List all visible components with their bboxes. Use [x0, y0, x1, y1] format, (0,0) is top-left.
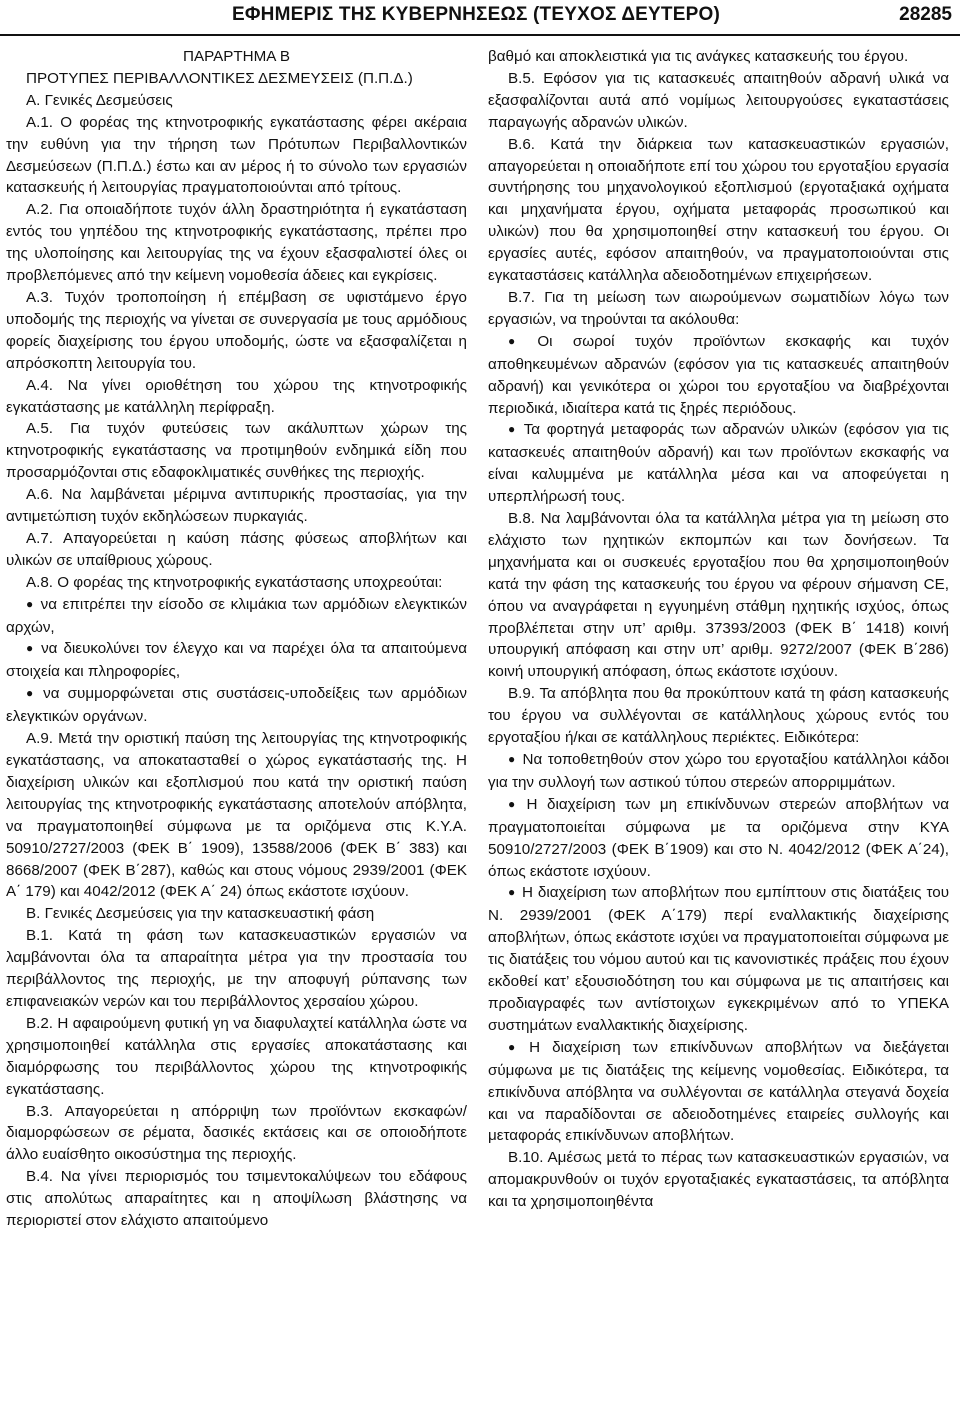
paragraph: Α. Γενικές Δεσμεύσεις — [26, 91, 173, 109]
paragraph: Β.7. Για τη μείωση των αιωρούμενων σωματιδίων λόγω των εργασιών, να τηρούνται τα ακόλουθα: — [488, 288, 949, 328]
paragraph: Α.3. Τυχόν τροποποίηση ή επέμβαση σε υφιστάμενο έργο υποδομής της περιοχής να γίνεται σε συνεργασία με τους αρμόδιους φορείς διαχείρισης του έργου υποδομής, ώστε να εξασφαλίζεται η απρόσκοπτη λειτουργία του. — [6, 288, 467, 372]
paragraph: Β.9. Τα απόβλητα που θα προκύπτουν κατά τη φάση κατασκευής του έργου να συλλέγονται σε κατάλληλους χώρους εντός του εργοταξίου ή/και σε κατάλληλους περιέκτες. Ειδικότερα: — [488, 685, 949, 747]
bullet-item: ● Οι σωροί τυχόν προϊόντων εκσκαφής και τυχόν αποθηκευμένων αδρανών (εφόσον για τις κατασκευές απαιτηθούν αδρανή) και γενικότερα οι χώροι του εργοταξίου να διαβρέχονται περιοδικά, ιδιαίτερα κατά τις ξηρές περιόδους. — [488, 331, 949, 420]
paragraph: Α.6. Να λαμβάνεται μέριμνα αντιπυρικής προστασίας, για την αντιμετώπιση τυχόν εκδηλώσεων πυρκαγιάς. — [6, 486, 467, 526]
paragraph: Α.8. Ο φορέας της κτηνοτροφικής εγκατάστασης υποχρεούται: — [26, 573, 443, 591]
bullet-item: ● Τα φορτηγά μεταφοράς των αδρανών υλικών (εφόσον για τις κατασκευές απαιτηθούν αδρανή) και των προϊόντων εκσκαφής να είναι καλυμμένα με κατάλληλα μέσα και να αποφεύγεται η υπερπλήρωσή τους. — [488, 419, 949, 508]
bullet-item: ● Η διαχείριση των αποβλήτων που εμπίπτουν στις διατάξεις του Ν. 2939/2001 (ΦΕΚ Α΄179) περί εναλλακτικής διαχείρισης αποβλήτων, όπως εκάστοτε ισχύει να πραγματοποιείται σύμφωνα με τις διατάξεις του νόμου αυτού και τις κανονιστικές πράξεις που έχουν εκδοθεί κατ’ εξουσιοδότηση του και σύμφωνα με τις απαιτήσεις και προδιαγραφές των αντίστοιχων εγκεκριμένων από το ΥΠΕΚΑ συστημάτων εναλλακτικής διαχείρισης. — [488, 882, 949, 1036]
bullet-item: ● να επιτρέπει την είσοδο σε κλιμάκια των αρμόδιων ελεγκτικών αρχών, — [6, 594, 467, 639]
bullet-item: ● να διευκολύνει τον έλεγχο και να παρέχει όλα τα απαιτούμενα στοιχεία και πληροφορίες, — [6, 638, 467, 683]
paragraph: Β.6. Κατά την διάρκεια των κατασκευαστικών εργασιών, απαγορεύεται η οποιαδήποτε επί του χώρου του εργοταξίου εργασία συντήρησης του μηχανολογικού εξοπλισμού (εργοταξιακά οχήματα και μηχανήματα έργου, οχήματα μεταφοράς προσωπικού και υλικών) που θα χρησιμοποιηθεί στην κατασκευή του έργου. Οι εργασίες αυτές, εφόσον απαιτηθούν, να πραγματοποιούνται στις εγκαταστάσεις κατάλληλα αδειοδοτημένων επιχειρήσεων. — [488, 135, 949, 285]
paragraph: Α.9. Μετά την οριστική παύση της λειτουργίας της κτηνοτροφικής εγκατάστασης, να αποκατασταθεί ο χώρος εγκατάστασής της. Η διαχείριση υλικών και εξοπλισμού που κατά την οριστική παύση λειτουργίας της κτηνοτροφικής εγκατάστασης αποτελούν απόβλητα, να πραγματοποιηθεί σύμφωνα με τα οριζόμενα στις Κ.Υ.Α. 50910/2727/2003 (ΦΕΚ Β΄ 1909), 13588/2006 (ΦΕΚ Β΄ 383) και 8668/2007 (ΦΕΚ Β΄287), καθώς και στους νόμους 2939/2001 (ΦΕΚ Α΄ 179) και 4042/2012 (ΦΕΚ Α΄ 24) όπως εκάστοτε ισχύουν. — [6, 730, 467, 901]
paragraph: Α.1. Ο φορέας της κτηνοτροφικής εγκατάστασης φέρει ακέραια την ευθύνη για την τήρηση των Πρότυπων Περιβαλλοντικών Δεσμεύσεων (Π.Π.Δ.) έστω και αν μέρος ή το σύνολο των εργασιών κατασκευής ή λειτουργίας πραγματοποιούνται από τρίτους. — [6, 113, 467, 197]
paragraph: Α.2. Για οποιαδήποτε τυχόν άλλη δραστηριότητα ή εγκατάσταση εντός του γηπέδου της κτηνοτροφικής εγκατάστασης, πρέπει προ της υλοποίησης και λειτουργίας της να έχουν εξασφαλιστεί όλες οι προβλεπόμενες από την κείμενη νομοθεσία άδειες και εγκρίσεις. — [6, 201, 467, 285]
bullet-item: ● Να τοποθετηθούν στον χώρο του εργοταξίου κατάλληλοι κάδοι για την συλλογή των αστικού τύπου στερεών απορριμμάτων. — [488, 749, 949, 794]
right-column — [488, 46, 949, 1425]
paragraph: Β.8. Να λαμβάνονται όλα τα κατάλληλα μέτρα για τη μείωση στο ελάχιστο των ηχητικών εκπομπών και των δονήσεων. Τα μηχανήματα και οι συσκευές εργοταξίου που θα χρησιμοποιηθούν κατά την φάση της κατασκευής του έργου να φέρουν σήμανση CE, όπου να αναγράφεται η εγγυημένη στάθμη ηχητικής ισχύος, όπως προβλέπεται στην υπ’ αριθμ. 37393/2003 (ΦΕΚ Β΄ 1418) κοινή υπουργική απόφαση και στην υπ’ αριθμ. 9272/2007 (ΦΕΚ Β΄286) κοινή υπουργική απόφαση, όπως εκάστοτε ισχύουν. — [488, 510, 949, 681]
header-rule — [0, 34, 960, 36]
page-number: 28285 — [899, 4, 952, 25]
paragraph: Β.2. Η αφαιρούμενη φυτική γη να διαφυλαχτεί κατάλληλα ώστε να χρησιμοποιηθεί κατάλληλα στις εργασίες αποκατάστασης και διαμόρφωσης του περιβάλλοντος χώρου της κτηνοτροφικής εγκατάστασης. — [6, 1014, 467, 1098]
bullet-item: ● Η διαχείριση των μη επικίνδυνων στερεών αποβλήτων να πραγματοποιείται σύμφωνα με τα οριζόμενα στην ΚΥΑ 50910/2727/2003 (ΦΕΚ Β΄1909) και στο Ν. 4042/2012 (ΦΕΚ Α΄24), όπως εκάστοτε ισχύουν. — [488, 794, 949, 883]
paragraph: Β.1. Κατά τη φάση των κατασκευαστικών εργασιών να λαμβάνονται όλα τα απαραίτητα μέτρα για την προστασία του περιβάλλοντος της περιοχής, με την αποφυγή ρύπανσης των επιφανειακών νερών και του περιβάλλοντος χερσαίου χώρου. — [6, 927, 467, 1010]
paragraph: Α.7. Απαγορεύεται η καύση πάσης φύσεως αποβλήτων και υλικών σε υπαίθριους χώρους. — [6, 529, 467, 569]
paragraph: ΠΡΟΤΥΠΕΣ ΠΕΡΙΒΑΛΛΟΝΤΙΚΕΣ ΔΕΣΜΕΥΣΕΙΣ (Π.Π.Δ.) — [26, 69, 413, 87]
paragraph: βαθμό και αποκλειστικά για τις ανάγκες κατασκευής του έργου. — [488, 48, 909, 65]
gazette-title: ΕΦΗΜΕΡΙΣ ΤΗΣ ΚΥΒΕΡΝΗΣΕΩΣ (ΤΕΥΧΟΣ ΔΕΥΤΕΡΟ) — [232, 4, 720, 25]
bullet-item: ● Η διαχείριση των επικίνδυνων αποβλήτων να διεξάγεται σύμφωνα με τις διατάξεις της κείμενης νομοθεσίας. Ειδικότερα, τα επικίνδυνα απόβλητα να συλλέγονται σε κατάλληλα στεγανά δοχεία και να παραδίδονται σε αδειοδοτημένες εταιρείες συλλογής και μεταφοράς επικίνδυνων αποβλήτων. — [488, 1037, 949, 1148]
paragraph: Β.4. Να γίνει περιορισμός του τσιμεντοκαλύψεων του εδάφους στις απολύτως απαραίτητες και η αποψίλωση βλάστησης να περιοριστεί στον ελάχιστο απαιτούμενο — [6, 1168, 467, 1230]
page-header — [0, 0, 960, 34]
paragraph: Β.3. Απαγορεύεται η απόρριψη των προϊόντων εκσκαφών/διαμορφώσεων σε ρέματα, δασικές εκτάσεις και σε οποιοδήποτε άλλο ευαίσθητο οικοσύστημα της περιοχής. — [6, 1102, 467, 1164]
paragraph: Β.5. Εφόσον για τις κατασκευές απαιτηθούν αδρανή υλικά να εξασφαλίζονται αυτά από νομίμως λειτουργούσες εγκαταστάσεις παραγωγής αδρανών υλικών. — [488, 69, 949, 131]
paragraph: ΠΑΡΑΡΤΗΜΑ Β — [183, 48, 290, 65]
paragraph: Β. Γενικές Δεσμεύσεις για την κατασκευαστική φάση — [26, 905, 375, 923]
paragraph: Α.5. Για τυχόν φυτεύσεις των ακάλυπτων χώρων της κτηνοτροφικής εγκατάστασης να προτιμηθούν ενδημικά είδη που προσαρμόζονται στις εδαφοκλιματικές συνθήκες της περιοχής. — [6, 420, 467, 482]
left-column — [6, 46, 467, 1425]
bullet-item: ● να συμμορφώνεται στις συστάσεις-υποδείξεις των αρμόδιων ελεγκτικών οργάνων. — [6, 683, 467, 728]
paragraph: Β.10. Αμέσως μετά το πέρας των κατασκευαστικών εργασιών, να απομακρυνθούν οι τυχόν εργοταξιακές εγκαταστάσεις, τα απόβλητα και τα χρησιμοποιηθέντα — [488, 1149, 949, 1211]
paragraph: Α.4. Να γίνει οριοθέτηση του χώρου της κτηνοτροφικής εγκατάστασης με κατάλληλη περίφραξη. — [6, 376, 467, 416]
